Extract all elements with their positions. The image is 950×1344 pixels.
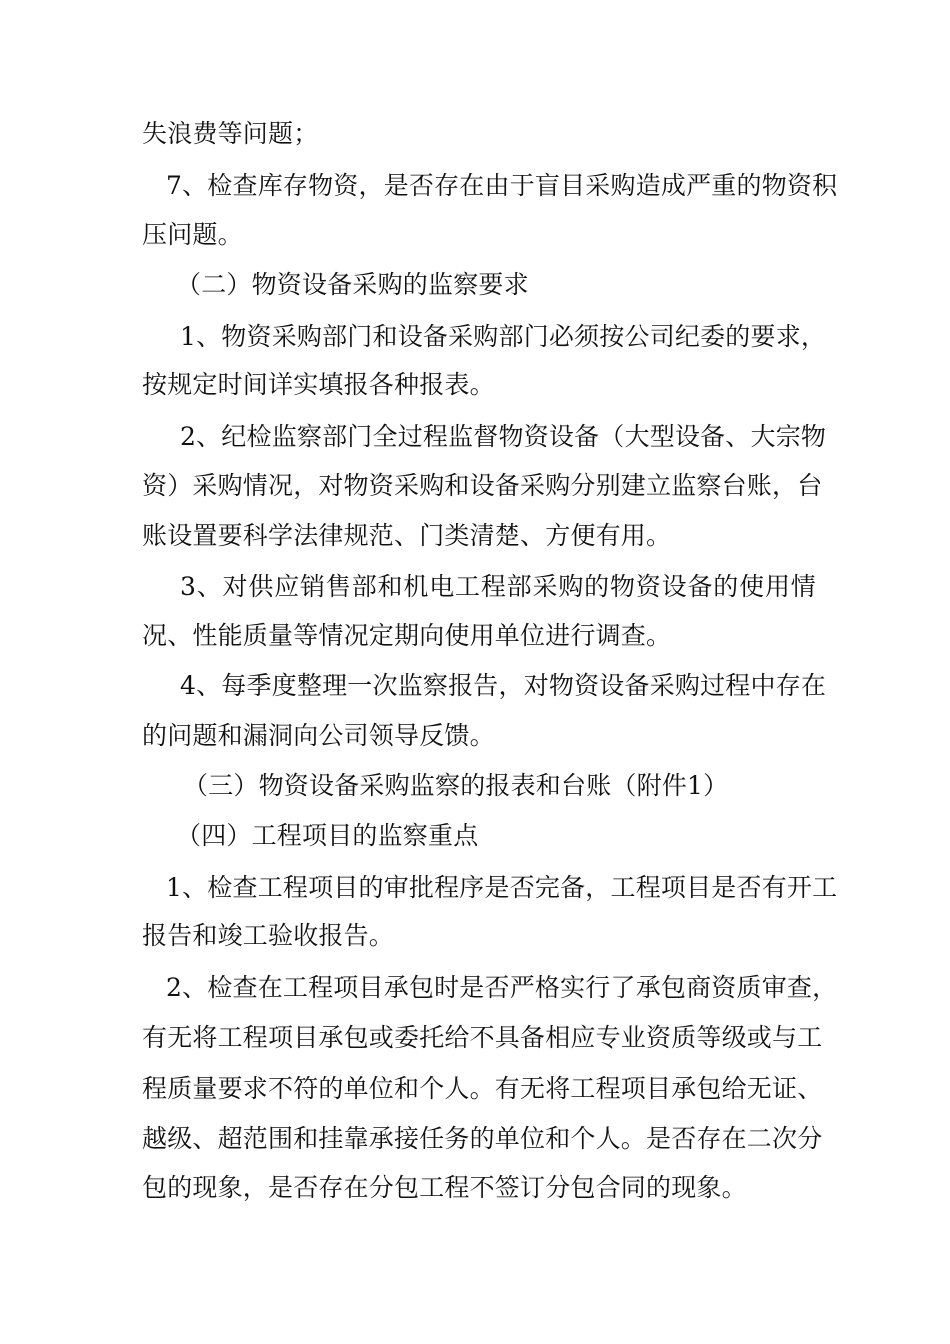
- text-line-8: 资）采购情况，对物资采购和设备采购分别建立监察台账，台: [142, 471, 823, 500]
- text-line-11: 况、性能质量等情况定期向使用单位进行调查。: [142, 621, 672, 650]
- text-line-22: 包的现象，是否存在分包工程不签订分包合同的现象。: [142, 1173, 747, 1202]
- text-line-6: 按规定时间详实填报各种报表。: [142, 370, 495, 399]
- text-line-10: 3、对供应销售部和机电工程部采购的物资设备的使用情: [180, 572, 816, 601]
- text-line-1: 失浪费等问题；: [142, 119, 319, 148]
- section-heading-2: （二）物资设备采购的监察要求: [176, 270, 529, 299]
- text-line-13: 的问题和漏洞向公司领导反馈。: [142, 721, 495, 750]
- text-line-16: 1、检查工程项目的审批程序是否完备，工程项目是否有开工: [166, 873, 838, 902]
- section-heading-4: （四）工程项目的监察重点: [176, 821, 479, 850]
- text-line-17: 报告和竣工验收报告。: [142, 921, 395, 950]
- text-line-12: 4、每季度整理一次监察报告，对物资设备采购过程中存在: [180, 671, 827, 700]
- section-heading-3: （三）物资设备采购监察的报表和台账（附件1）: [183, 771, 729, 800]
- text-line-3: 压问题。: [142, 220, 243, 249]
- text-line-19: 有无将工程项目承包或委托给不具备相应专业资质等级或与工: [142, 1023, 823, 1052]
- text-line-5: 1、物资采购部门和设备采购部门必须按公司纪委的要求，: [180, 322, 827, 351]
- text-line-7: 2、纪检监察部门全过程监督物资设备（大型设备、大宗物: [180, 422, 827, 451]
- text-line-2: 7、检查库存物资，是否存在由于盲目采购造成严重的物资积: [166, 171, 838, 200]
- text-line-21: 越级、超范围和挂靠承接任务的单位和个人。是否存在二次分: [142, 1124, 823, 1153]
- text-line-9: 账设置要科学法律规范、门类清楚、方便有用。: [142, 521, 672, 550]
- text-line-18: 2、检查在工程项目承包时是否严格实行了承包商资质审查，: [166, 973, 838, 1002]
- text-line-20: 程质量要求不符的单位和个人。有无将工程项目承包给无证、: [142, 1074, 823, 1103]
